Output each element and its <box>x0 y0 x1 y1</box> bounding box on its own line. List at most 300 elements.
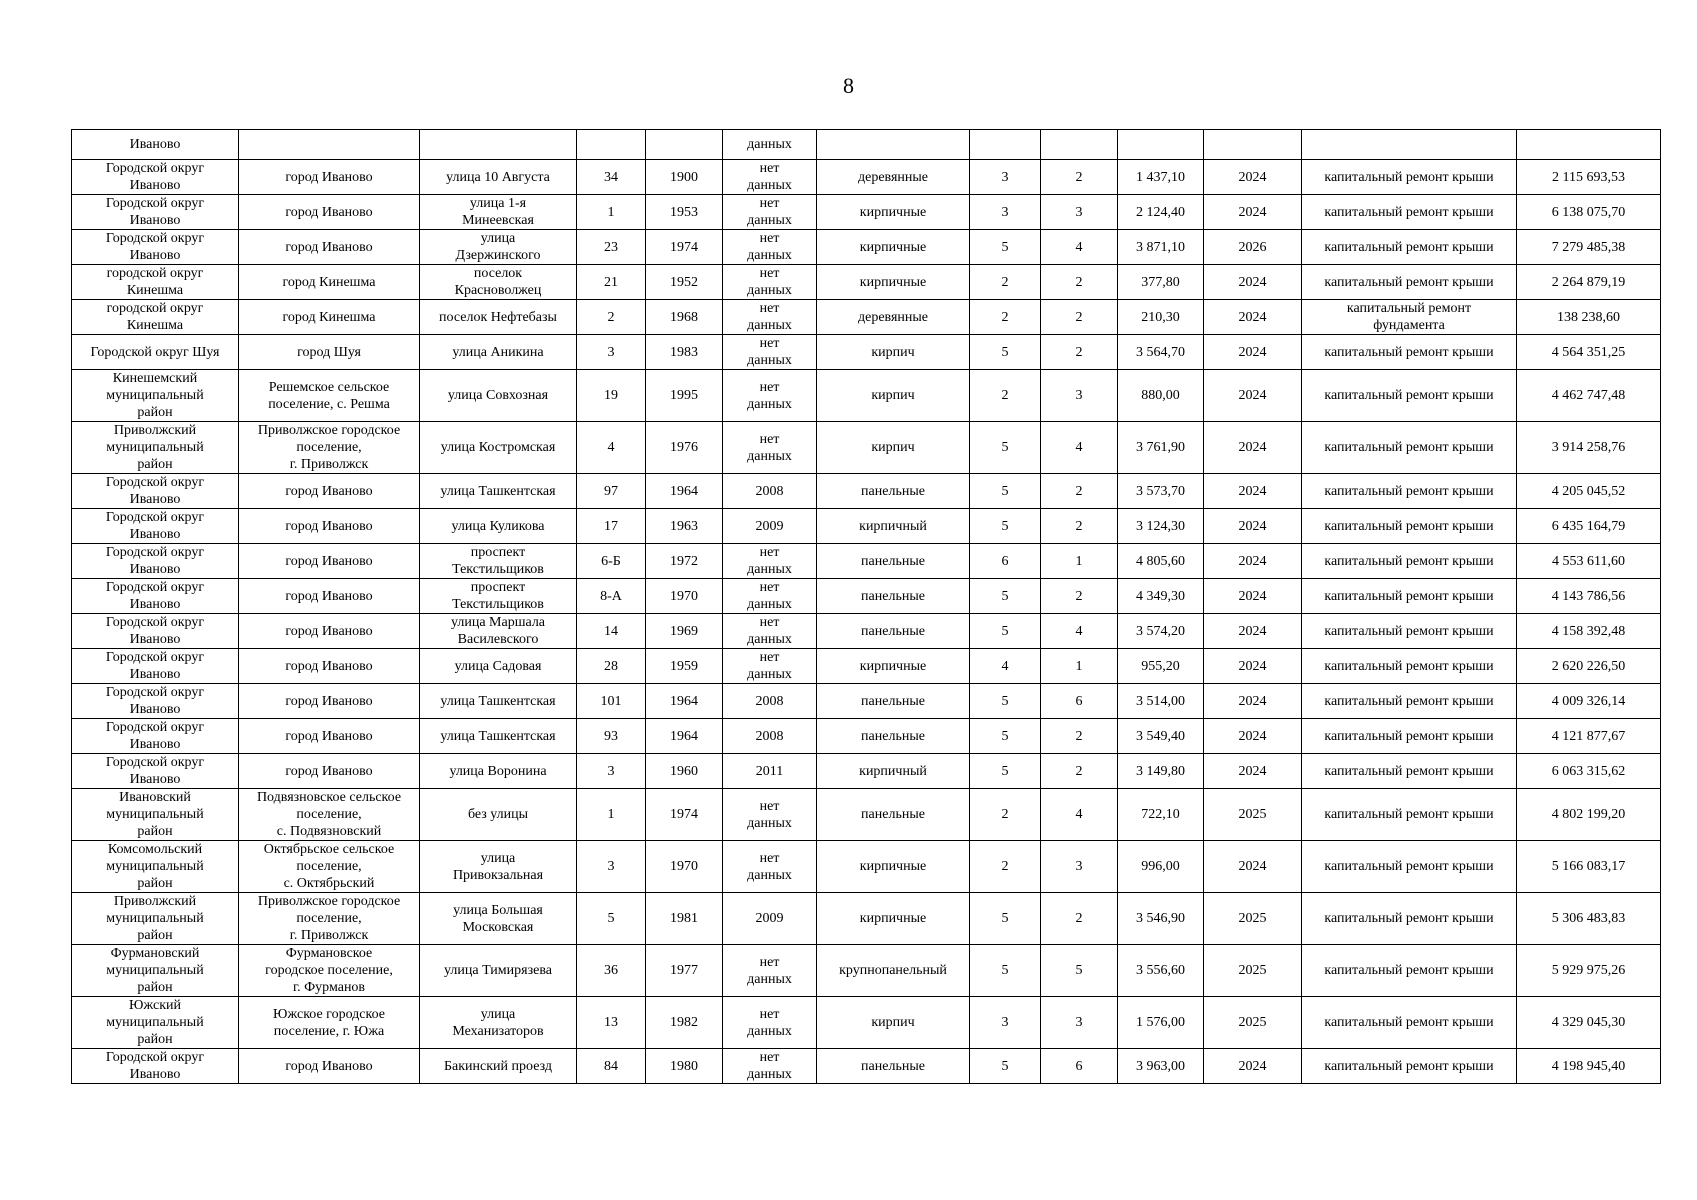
cell-floors: 5 <box>970 893 1041 945</box>
cell-settlement: город Иваново <box>239 614 420 649</box>
cell-house-number: 6-Б <box>577 544 646 579</box>
cell-wall-material: кирпичные <box>817 195 970 230</box>
cell-settlement: город Иваново <box>239 579 420 614</box>
cell-municipality: Городской округ Иваново <box>72 544 239 579</box>
cell-cost: 5 166 083,17 <box>1517 841 1661 893</box>
cell-area: 3 573,70 <box>1118 474 1204 509</box>
cell-floors: 5 <box>970 1049 1041 1084</box>
cell-planned-year: 2024 <box>1204 474 1302 509</box>
cell-area: 3 149,80 <box>1118 754 1204 789</box>
cell-area <box>1118 130 1204 160</box>
cell-area: 3 514,00 <box>1118 684 1204 719</box>
cell-last-repair-year: нет данных <box>723 1049 817 1084</box>
cell-house-number: 28 <box>577 649 646 684</box>
cell-municipality: Фурмановский муниципальный район <box>72 945 239 997</box>
cell-area: 3 124,30 <box>1118 509 1204 544</box>
cell-area: 2 124,40 <box>1118 195 1204 230</box>
cell-planned-year: 2024 <box>1204 719 1302 754</box>
cell-planned-year: 2024 <box>1204 422 1302 474</box>
cell-wall-material: панельные <box>817 684 970 719</box>
cell-house-number: 13 <box>577 997 646 1049</box>
table-row <box>72 474 1661 509</box>
cell-municipality: Приволжский муниципальный район <box>72 893 239 945</box>
cell-last-repair-year: нет данных <box>723 997 817 1049</box>
cell-wall-material: панельные <box>817 789 970 841</box>
cell-cost: 4 009 326,14 <box>1517 684 1661 719</box>
cell-municipality: Городской округ Иваново <box>72 719 239 754</box>
cell-cost: 4 553 611,60 <box>1517 544 1661 579</box>
cell-settlement: город Иваново <box>239 754 420 789</box>
cell-last-repair-year: нет данных <box>723 230 817 265</box>
cell-planned-year: 2024 <box>1204 160 1302 195</box>
cell-house-number: 5 <box>577 893 646 945</box>
cell-build-year: 1953 <box>646 195 723 230</box>
cell-street: улица Большая Московская <box>420 893 577 945</box>
cell-municipality: Городской округ Иваново <box>72 195 239 230</box>
cell-street: улица Совхозная <box>420 370 577 422</box>
cell-planned-year: 2026 <box>1204 230 1302 265</box>
cell-house-number: 3 <box>577 335 646 370</box>
cell-area: 955,20 <box>1118 649 1204 684</box>
cell-floors: 5 <box>970 684 1041 719</box>
cell-entrances: 2 <box>1041 335 1118 370</box>
cell-street: улица Аникина <box>420 335 577 370</box>
cell-house-number: 2 <box>577 300 646 335</box>
cell-work-type: капитальный ремонт крыши <box>1302 474 1517 509</box>
cell-entrances: 2 <box>1041 893 1118 945</box>
cell-build-year: 1995 <box>646 370 723 422</box>
cell-street: улица Ташкентская <box>420 474 577 509</box>
cell-build-year: 1970 <box>646 579 723 614</box>
cell-area: 3 574,20 <box>1118 614 1204 649</box>
cell-street: проспект Текстильщиков <box>420 579 577 614</box>
cell-entrances: 4 <box>1041 230 1118 265</box>
cell-entrances: 2 <box>1041 579 1118 614</box>
cell-municipality: Городской округ Шуя <box>72 335 239 370</box>
cell-street: улица 1-я Минеевская <box>420 195 577 230</box>
cell-wall-material: панельные <box>817 544 970 579</box>
cell-last-repair-year: 2008 <box>723 684 817 719</box>
cell-last-repair-year: 2009 <box>723 893 817 945</box>
cell-wall-material: кирпичные <box>817 649 970 684</box>
cell-settlement: город Иваново <box>239 649 420 684</box>
cell-cost: 5 306 483,83 <box>1517 893 1661 945</box>
table-row <box>72 579 1661 614</box>
cell-floors: 2 <box>970 265 1041 300</box>
cell-work-type: капитальный ремонт крыши <box>1302 1049 1517 1084</box>
cell-last-repair-year: нет данных <box>723 300 817 335</box>
cell-municipality: Городской округ Иваново <box>72 754 239 789</box>
cell-work-type: капитальный ремонт крыши <box>1302 370 1517 422</box>
cell-build-year: 1976 <box>646 422 723 474</box>
cell-last-repair-year: 2008 <box>723 719 817 754</box>
cell-settlement: город Иваново <box>239 684 420 719</box>
cell-work-type: капитальный ремонт крыши <box>1302 719 1517 754</box>
cell-wall-material: деревянные <box>817 160 970 195</box>
cell-work-type: капитальный ремонт крыши <box>1302 265 1517 300</box>
cell-cost: 138 238,60 <box>1517 300 1661 335</box>
cell-cost: 4 158 392,48 <box>1517 614 1661 649</box>
cell-last-repair-year: нет данных <box>723 945 817 997</box>
cell-house-number: 97 <box>577 474 646 509</box>
cell-area: 3 556,60 <box>1118 945 1204 997</box>
cell-municipality: Городской округ Иваново <box>72 1049 239 1084</box>
cell-house-number: 4 <box>577 422 646 474</box>
cell-street: улица Маршала Василевского <box>420 614 577 649</box>
cell-settlement: Фурмановское городское поселение, г. Фурманов <box>239 945 420 997</box>
cell-wall-material: кирпичный <box>817 509 970 544</box>
cell-planned-year: 2025 <box>1204 945 1302 997</box>
cell-wall-material: крупнопанельный <box>817 945 970 997</box>
cell-last-repair-year: нет данных <box>723 265 817 300</box>
cell-municipality: Городской округ Иваново <box>72 474 239 509</box>
cell-build-year: 1981 <box>646 893 723 945</box>
cell-house-number: 21 <box>577 265 646 300</box>
cell-build-year: 1977 <box>646 945 723 997</box>
cell-floors: 2 <box>970 370 1041 422</box>
cell-wall-material: кирпичные <box>817 893 970 945</box>
cell-municipality: Городской округ Иваново <box>72 649 239 684</box>
cell-build-year: 1964 <box>646 684 723 719</box>
table-row <box>72 160 1661 195</box>
table-row <box>72 422 1661 474</box>
cell-work-type: капитальный ремонт крыши <box>1302 614 1517 649</box>
housing-register-table <box>71 129 1661 1084</box>
cell-planned-year: 2025 <box>1204 893 1302 945</box>
cell-cost: 4 802 199,20 <box>1517 789 1661 841</box>
cell-planned-year <box>1204 130 1302 160</box>
cell-work-type: капитальный ремонт крыши <box>1302 509 1517 544</box>
cell-house-number: 23 <box>577 230 646 265</box>
cell-last-repair-year: нет данных <box>723 579 817 614</box>
cell-entrances: 2 <box>1041 719 1118 754</box>
cell-last-repair-year: данных <box>723 130 817 160</box>
cell-floors: 3 <box>970 160 1041 195</box>
cell-work-type: капитальный ремонт крыши <box>1302 544 1517 579</box>
cell-planned-year: 2024 <box>1204 1049 1302 1084</box>
cell-settlement: город Иваново <box>239 230 420 265</box>
cell-street: улица 10 Августа <box>420 160 577 195</box>
cell-floors: 5 <box>970 422 1041 474</box>
cell-cost: 4 205 045,52 <box>1517 474 1661 509</box>
table-row <box>72 684 1661 719</box>
cell-planned-year: 2024 <box>1204 300 1302 335</box>
cell-street: поселок Нефтебазы <box>420 300 577 335</box>
cell-work-type: капитальный ремонт крыши <box>1302 422 1517 474</box>
cell-area: 1 437,10 <box>1118 160 1204 195</box>
cell-floors: 2 <box>970 789 1041 841</box>
cell-build-year: 1974 <box>646 789 723 841</box>
cell-cost: 2 620 226,50 <box>1517 649 1661 684</box>
table-row <box>72 335 1661 370</box>
cell-planned-year: 2024 <box>1204 614 1302 649</box>
table-row <box>72 893 1661 945</box>
cell-entrances: 1 <box>1041 649 1118 684</box>
table-row <box>72 997 1661 1049</box>
cell-last-repair-year: нет данных <box>723 370 817 422</box>
cell-street: без улицы <box>420 789 577 841</box>
cell-planned-year: 2025 <box>1204 997 1302 1049</box>
cell-house-number: 19 <box>577 370 646 422</box>
cell-build-year: 1963 <box>646 509 723 544</box>
cell-work-type: капитальный ремонт крыши <box>1302 945 1517 997</box>
cell-entrances: 4 <box>1041 614 1118 649</box>
cell-house-number <box>577 130 646 160</box>
cell-planned-year: 2024 <box>1204 335 1302 370</box>
table-row <box>72 789 1661 841</box>
cell-cost: 7 279 485,38 <box>1517 230 1661 265</box>
cell-wall-material <box>817 130 970 160</box>
cell-build-year: 1964 <box>646 474 723 509</box>
cell-floors: 4 <box>970 649 1041 684</box>
cell-street: проспект Текстильщиков <box>420 544 577 579</box>
cell-last-repair-year: 2008 <box>723 474 817 509</box>
cell-entrances: 2 <box>1041 509 1118 544</box>
cell-cost: 2 264 879,19 <box>1517 265 1661 300</box>
cell-street: поселок Красноволжец <box>420 265 577 300</box>
cell-cost: 3 914 258,76 <box>1517 422 1661 474</box>
cell-house-number: 36 <box>577 945 646 997</box>
cell-house-number: 1 <box>577 789 646 841</box>
cell-area: 3 761,90 <box>1118 422 1204 474</box>
table-row <box>72 265 1661 300</box>
cell-municipality: Городской округ Иваново <box>72 614 239 649</box>
cell-floors: 5 <box>970 754 1041 789</box>
table-row <box>72 300 1661 335</box>
cell-settlement: город Иваново <box>239 509 420 544</box>
table-row <box>72 945 1661 997</box>
cell-floors: 5 <box>970 230 1041 265</box>
cell-work-type: капитальный ремонт крыши <box>1302 649 1517 684</box>
cell-floors: 5 <box>970 335 1041 370</box>
cell-street: улица Куликова <box>420 509 577 544</box>
cell-entrances: 1 <box>1041 544 1118 579</box>
cell-street: улица Костромская <box>420 422 577 474</box>
cell-settlement: город Кинешма <box>239 300 420 335</box>
cell-street: улица Тимирязева <box>420 945 577 997</box>
cell-floors: 3 <box>970 195 1041 230</box>
cell-cost: 2 115 693,53 <box>1517 160 1661 195</box>
cell-entrances: 4 <box>1041 789 1118 841</box>
cell-planned-year: 2024 <box>1204 370 1302 422</box>
cell-planned-year: 2024 <box>1204 579 1302 614</box>
table-row <box>72 614 1661 649</box>
cell-cost: 6 435 164,79 <box>1517 509 1661 544</box>
cell-work-type: капитальный ремонт крыши <box>1302 335 1517 370</box>
cell-house-number: 93 <box>577 719 646 754</box>
cell-area: 722,10 <box>1118 789 1204 841</box>
table-row <box>72 754 1661 789</box>
cell-planned-year: 2024 <box>1204 649 1302 684</box>
cell-last-repair-year: нет данных <box>723 789 817 841</box>
cell-cost: 4 329 045,30 <box>1517 997 1661 1049</box>
cell-settlement: Октябрьское сельское поселение, с. Октябрьский <box>239 841 420 893</box>
cell-wall-material: панельные <box>817 1049 970 1084</box>
cell-entrances: 3 <box>1041 370 1118 422</box>
cell-build-year: 1952 <box>646 265 723 300</box>
cell-floors: 2 <box>970 841 1041 893</box>
cell-entrances: 2 <box>1041 160 1118 195</box>
cell-floors <box>970 130 1041 160</box>
cell-floors: 5 <box>970 579 1041 614</box>
cell-floors: 5 <box>970 614 1041 649</box>
cell-municipality: Городской округ Иваново <box>72 579 239 614</box>
cell-area: 4 349,30 <box>1118 579 1204 614</box>
cell-wall-material: кирпичные <box>817 265 970 300</box>
cell-entrances: 2 <box>1041 474 1118 509</box>
cell-cost: 4 564 351,25 <box>1517 335 1661 370</box>
cell-last-repair-year: нет данных <box>723 614 817 649</box>
cell-house-number: 34 <box>577 160 646 195</box>
page-number: 8 <box>843 73 854 98</box>
cell-entrances: 4 <box>1041 422 1118 474</box>
cell-entrances: 3 <box>1041 841 1118 893</box>
table-row <box>72 719 1661 754</box>
cell-wall-material: кирпичные <box>817 841 970 893</box>
cell-entrances: 5 <box>1041 945 1118 997</box>
table-row <box>72 509 1661 544</box>
cell-build-year: 1960 <box>646 754 723 789</box>
cell-last-repair-year: нет данных <box>723 544 817 579</box>
cell-settlement: город Шуя <box>239 335 420 370</box>
cell-entrances: 2 <box>1041 300 1118 335</box>
cell-house-number: 101 <box>577 684 646 719</box>
cell-municipality: Кинешемский муниципальный район <box>72 370 239 422</box>
cell-area: 996,00 <box>1118 841 1204 893</box>
cell-floors: 6 <box>970 544 1041 579</box>
cell-last-repair-year: нет данных <box>723 160 817 195</box>
table-row <box>72 544 1661 579</box>
cell-settlement: город Иваново <box>239 195 420 230</box>
cell-area: 3 549,40 <box>1118 719 1204 754</box>
table-row <box>72 841 1661 893</box>
cell-house-number: 14 <box>577 614 646 649</box>
cell-area: 1 576,00 <box>1118 997 1204 1049</box>
cell-cost <box>1517 130 1661 160</box>
cell-planned-year: 2025 <box>1204 789 1302 841</box>
cell-settlement: Южское городское поселение, г. Южа <box>239 997 420 1049</box>
cell-area: 3 871,10 <box>1118 230 1204 265</box>
cell-entrances: 3 <box>1041 195 1118 230</box>
cell-wall-material: панельные <box>817 614 970 649</box>
cell-planned-year: 2024 <box>1204 841 1302 893</box>
cell-wall-material: кирпич <box>817 370 970 422</box>
cell-build-year: 1980 <box>646 1049 723 1084</box>
cell-settlement: город Иваново <box>239 1049 420 1084</box>
cell-street: улица Воронина <box>420 754 577 789</box>
cell-municipality: Ивановский муниципальный район <box>72 789 239 841</box>
cell-cost: 5 929 975,26 <box>1517 945 1661 997</box>
cell-planned-year: 2024 <box>1204 509 1302 544</box>
cell-house-number: 8-А <box>577 579 646 614</box>
cell-area: 3 546,90 <box>1118 893 1204 945</box>
cell-settlement: город Иваново <box>239 160 420 195</box>
cell-planned-year: 2024 <box>1204 195 1302 230</box>
cell-cost: 4 121 877,67 <box>1517 719 1661 754</box>
cell-build-year: 1964 <box>646 719 723 754</box>
table-row <box>72 1049 1661 1084</box>
cell-build-year: 1900 <box>646 160 723 195</box>
cell-settlement: город Иваново <box>239 719 420 754</box>
cell-house-number: 3 <box>577 841 646 893</box>
cell-municipality: Городской округ Иваново <box>72 160 239 195</box>
cell-planned-year: 2024 <box>1204 265 1302 300</box>
cell-work-type <box>1302 130 1517 160</box>
cell-build-year: 1972 <box>646 544 723 579</box>
cell-street: улица Механизаторов <box>420 997 577 1049</box>
cell-build-year: 1970 <box>646 841 723 893</box>
cell-municipality: Приволжский муниципальный район <box>72 422 239 474</box>
cell-build-year: 1983 <box>646 335 723 370</box>
cell-wall-material: панельные <box>817 719 970 754</box>
cell-last-repair-year: нет данных <box>723 422 817 474</box>
cell-last-repair-year: 2011 <box>723 754 817 789</box>
cell-wall-material: панельные <box>817 474 970 509</box>
cell-municipality: Городской округ Иваново <box>72 230 239 265</box>
cell-settlement: Приволжское городское поселение, г. Приволжск <box>239 893 420 945</box>
cell-floors: 5 <box>970 719 1041 754</box>
cell-area: 4 805,60 <box>1118 544 1204 579</box>
cell-work-type: капитальный ремонт крыши <box>1302 684 1517 719</box>
cell-cost: 4 143 786,56 <box>1517 579 1661 614</box>
cell-planned-year: 2024 <box>1204 544 1302 579</box>
cell-municipality: Комсомольский муниципальный район <box>72 841 239 893</box>
cell-last-repair-year: нет данных <box>723 649 817 684</box>
cell-work-type: капитальный ремонт крыши <box>1302 841 1517 893</box>
cell-planned-year: 2024 <box>1204 754 1302 789</box>
cell-wall-material: кирпич <box>817 335 970 370</box>
cell-area: 3 564,70 <box>1118 335 1204 370</box>
cell-house-number: 3 <box>577 754 646 789</box>
cell-settlement: город Иваново <box>239 544 420 579</box>
cell-cost: 4 198 945,40 <box>1517 1049 1661 1084</box>
cell-entrances <box>1041 130 1118 160</box>
cell-build-year: 1968 <box>646 300 723 335</box>
cell-work-type: капитальный ремонт крыши <box>1302 195 1517 230</box>
cell-settlement: Подвязновское сельское поселение, с. Подвязновский <box>239 789 420 841</box>
cell-street <box>420 130 577 160</box>
cell-build-year: 1959 <box>646 649 723 684</box>
cell-street: улица Ташкентская <box>420 684 577 719</box>
cell-street: улица Дзержинского <box>420 230 577 265</box>
cell-last-repair-year: 2009 <box>723 509 817 544</box>
cell-municipality: Иваново <box>72 130 239 160</box>
table-row <box>72 230 1661 265</box>
cell-cost: 6 138 075,70 <box>1517 195 1661 230</box>
cell-municipality: городской округ Кинешма <box>72 300 239 335</box>
cell-municipality: Южский муниципальный район <box>72 997 239 1049</box>
cell-work-type: капитальный ремонт крыши <box>1302 230 1517 265</box>
cell-work-type: капитальный ремонт крыши <box>1302 754 1517 789</box>
cell-settlement: город Иваново <box>239 474 420 509</box>
table-row <box>72 649 1661 684</box>
cell-entrances: 6 <box>1041 1049 1118 1084</box>
cell-wall-material: панельные <box>817 579 970 614</box>
cell-settlement: Решемское сельское поселение, с. Решма <box>239 370 420 422</box>
cell-cost: 6 063 315,62 <box>1517 754 1661 789</box>
cell-area: 3 963,00 <box>1118 1049 1204 1084</box>
cell-house-number: 84 <box>577 1049 646 1084</box>
cell-area: 210,30 <box>1118 300 1204 335</box>
cell-settlement: Приволжское городское поселение, г. Приволжск <box>239 422 420 474</box>
cell-entrances: 2 <box>1041 265 1118 300</box>
cell-settlement <box>239 130 420 160</box>
cell-wall-material: деревянные <box>817 300 970 335</box>
cell-municipality: Городской округ Иваново <box>72 684 239 719</box>
table-row-continued <box>72 130 1661 160</box>
cell-wall-material: кирпичные <box>817 230 970 265</box>
cell-area: 880,00 <box>1118 370 1204 422</box>
